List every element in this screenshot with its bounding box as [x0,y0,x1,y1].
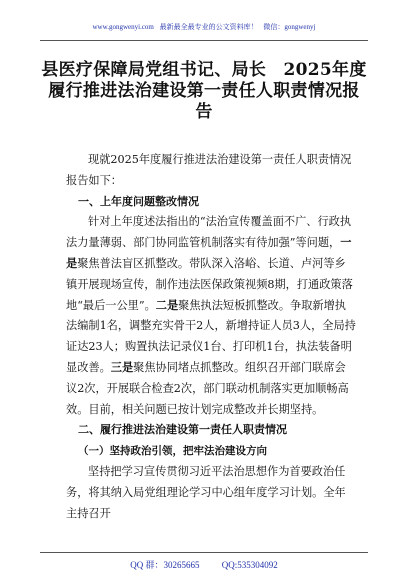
header-divider [40,40,368,41]
p1-text-d: 聚焦执法短板抓整改。争取新增执法编制1名，调整充实骨干2人，新增持证人员3人，全局持证达23人；购置执法记录仪1台、打印机1台，执法装备明显改善。 [66,298,356,374]
footer-qq: QQ:535304092 [221,560,278,570]
p1-text-c: 聚焦普法盲区抓整改。带队深入洛峪、长道、卢河等乡镇开展现场宣传，制作违法医保政策视频8期，打通政策落地“最后一公里”。 [66,256,353,312]
document-body [66,150,356,524]
rectification-paragraph [66,212,356,420]
page-footer [0,558,408,571]
section1-heading: 一、上年度问题整改情况 [78,195,199,208]
p1-text-e: 聚焦协同堵点抓整改。组织召开部门联席会议2次，开展联合检查2次，部门联动机制落实更加顺畅高效。目前，相关问题已按计划完成整改并长期坚持。 [66,360,349,416]
subsection1-heading: （一）坚持政治引领，把牢法治建设方向 [78,445,267,458]
header-slogan: 最新最全最专业的公文资料库！ [159,23,258,31]
page-header [0,22,408,32]
footer-qq-group: QQ 群：30265665 [130,560,200,570]
intro-paragraph: 现就2025年度履行推进法治建设第一责任人职责情况报告如下： [66,153,352,187]
section2-heading: 二、履行推进法治建设第一责任人职责情况 [78,424,287,437]
study-paragraph: 坚持把学习宣传贯彻习近平法治思想作为首要政治任务，将其纳入局党组理论学习中心组年度学习计划。全年主持召开 [66,464,346,520]
document-title: 县医疗保障局党组书记、局长 2025年度履行推进法治建设第一责任人职责情况报告 [41,60,367,122]
p1-emphasis-3: 三是 [110,361,134,374]
header-site-link[interactable]: www.gongwenyi.com [92,23,154,31]
p1-emphasis-2: 二是 [155,299,179,312]
p1-emphasis-1: 一是 [66,237,352,270]
header-wechat: 微信：gongwenyj [263,23,316,31]
footer-divider [40,552,368,553]
p1-text-a: 针对上年度述法指出的“法治宣传覆盖面不广、行政执法力量薄弱、部门协同监管机制落实有待加强”等问题， [66,215,352,250]
